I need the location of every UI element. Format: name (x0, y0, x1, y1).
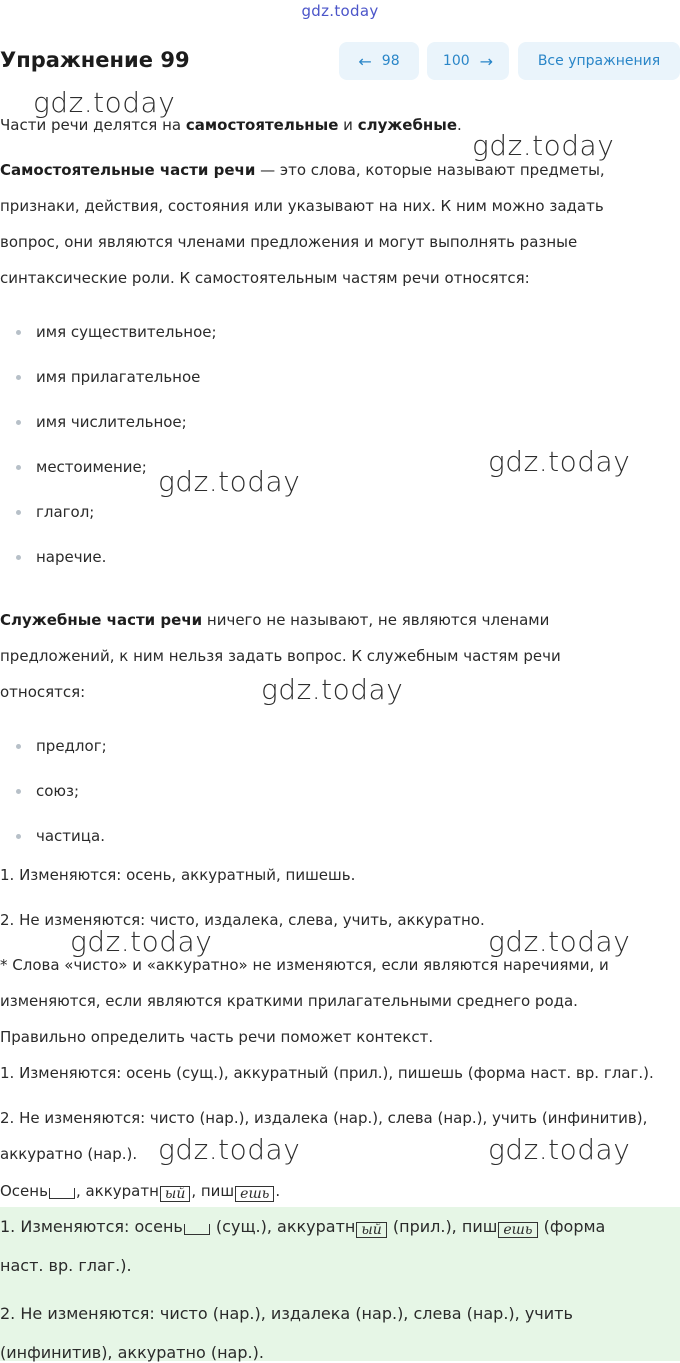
independent-text: — это слова, которые называют предметы, (255, 161, 605, 179)
arrow-right-icon: → (479, 51, 494, 71)
service-line (0, 610, 549, 630)
independent-heading: Самостоятельные части речи (0, 161, 256, 179)
bullet-icon (16, 375, 21, 380)
highlighted-text: (форма (538, 1217, 606, 1236)
answer-line: 2. Не изменяются: чисто, издалека, слева, учить, аккуратно. (0, 911, 485, 929)
arrow-left-icon: ← (358, 51, 372, 71)
watermark: gdz.today (488, 1133, 631, 1166)
watermark: gdz.today (488, 925, 631, 958)
morpheme-line (0, 1181, 280, 1202)
independent-line: признаки, действия, состояния или указывают на них. К ним можно задать (0, 197, 604, 215)
bullet-icon (16, 420, 21, 425)
ending-box: ый (160, 1186, 190, 1202)
bullet-icon (16, 834, 21, 839)
prev-exercise-label: 98 (381, 53, 400, 69)
note-line: изменяются, если являются краткими прилагательными среднего рода. (0, 992, 578, 1010)
morph-word: , аккуратн (75, 1182, 159, 1200)
highlighted-line (0, 1217, 605, 1238)
list-item: глагол; (36, 503, 95, 521)
service-heading: Служебные части речи (0, 611, 203, 629)
morph-word: Осень (0, 1182, 48, 1200)
null-ending-box (184, 1224, 210, 1235)
bullet-icon (16, 789, 21, 794)
highlighted-text: (прил.), пиш (387, 1217, 498, 1236)
intro-text: . (457, 116, 462, 134)
ending-box: ешь (235, 1186, 274, 1202)
watermark: gdz.today (33, 86, 176, 119)
bullet-icon (16, 465, 21, 470)
morph-word: , пиш (191, 1182, 235, 1200)
answer-line: 1. Изменяются: осень, аккуратный, пишешь. (0, 866, 356, 884)
independent-line: синтаксические роли. К самостоятельным частям речи относятся: (0, 269, 530, 287)
site-logo[interactable]: gdz.today (301, 2, 379, 20)
answer-line: аккуратно (нар.). (0, 1145, 138, 1163)
ending-box: ешь (498, 1222, 537, 1238)
service-text: ничего не называют, не являются членами (202, 611, 550, 629)
watermark: gdz.today (488, 445, 631, 478)
null-ending-box (49, 1188, 75, 1199)
answer-line: 2. Не изменяются: чисто (нар.), издалека (нар.), слева (нар.), учить (инфинитив), (0, 1109, 648, 1127)
service-line: относятся: (0, 683, 86, 701)
independent-line: вопрос, они являются членами предложения и могут выполнять разные (0, 233, 578, 251)
bullet-icon (16, 744, 21, 749)
note-line: Правильно определить часть речи поможет контекст. (0, 1028, 434, 1046)
next-exercise-label: 100 (442, 53, 470, 69)
watermark: gdz.today (261, 673, 404, 706)
bullet-icon (16, 510, 21, 515)
highlighted-text: 1. Изменяются: осень (0, 1217, 183, 1236)
intro-bold: самостоятельные (185, 116, 339, 134)
intro-text: Части речи делятся на (0, 116, 186, 134)
intro-text: и (338, 116, 358, 134)
highlighted-line: 2. Не изменяются: чисто (нар.), издалека (нар.), слева (нар.), учить (0, 1304, 573, 1323)
next-exercise-button[interactable] (427, 42, 509, 80)
answer-line: 1. Изменяются: осень (сущ.), аккуратный (прил.), пишешь (форма наст. вр. глаг.). (0, 1064, 654, 1082)
morph-word: . (275, 1182, 281, 1200)
prev-exercise-button[interactable] (339, 42, 419, 80)
watermark: gdz.today (158, 1133, 301, 1166)
bullet-icon (16, 330, 21, 335)
list-item: имя прилагательное (36, 368, 201, 386)
watermark: gdz.today (158, 465, 301, 498)
page-title: Упражнение 99 (0, 48, 190, 72)
highlighted-text: (сущ.), аккуратн (210, 1217, 356, 1236)
ending-box: ый (356, 1222, 386, 1238)
highlighted-line: (инфинитив), аккуратно (нар.). (0, 1343, 264, 1362)
list-item: союз; (36, 782, 80, 800)
list-item: местоимение; (36, 458, 147, 476)
list-item: частица. (36, 827, 105, 845)
watermark: gdz.today (472, 129, 615, 162)
all-exercises-label: Все упражнения (537, 53, 661, 69)
note-line: * Слова «чисто» и «аккуратно» не изменяются, если являются наречиями, и (0, 956, 609, 974)
intro-bold: служебные (357, 116, 458, 134)
watermark: gdz.today (70, 925, 213, 958)
list-item: наречие. (36, 548, 107, 566)
bullet-icon (16, 555, 21, 560)
list-item: имя существительное; (36, 323, 217, 341)
highlighted-line: наст. вр. глаг.). (0, 1256, 132, 1275)
independent-line (0, 160, 605, 180)
list-item: имя числительное; (36, 413, 187, 431)
all-exercises-button[interactable] (518, 42, 680, 80)
service-line: предложений, к ним нельзя задать вопрос. К служебным частям речи (0, 647, 561, 665)
list-item: предлог; (36, 737, 107, 755)
